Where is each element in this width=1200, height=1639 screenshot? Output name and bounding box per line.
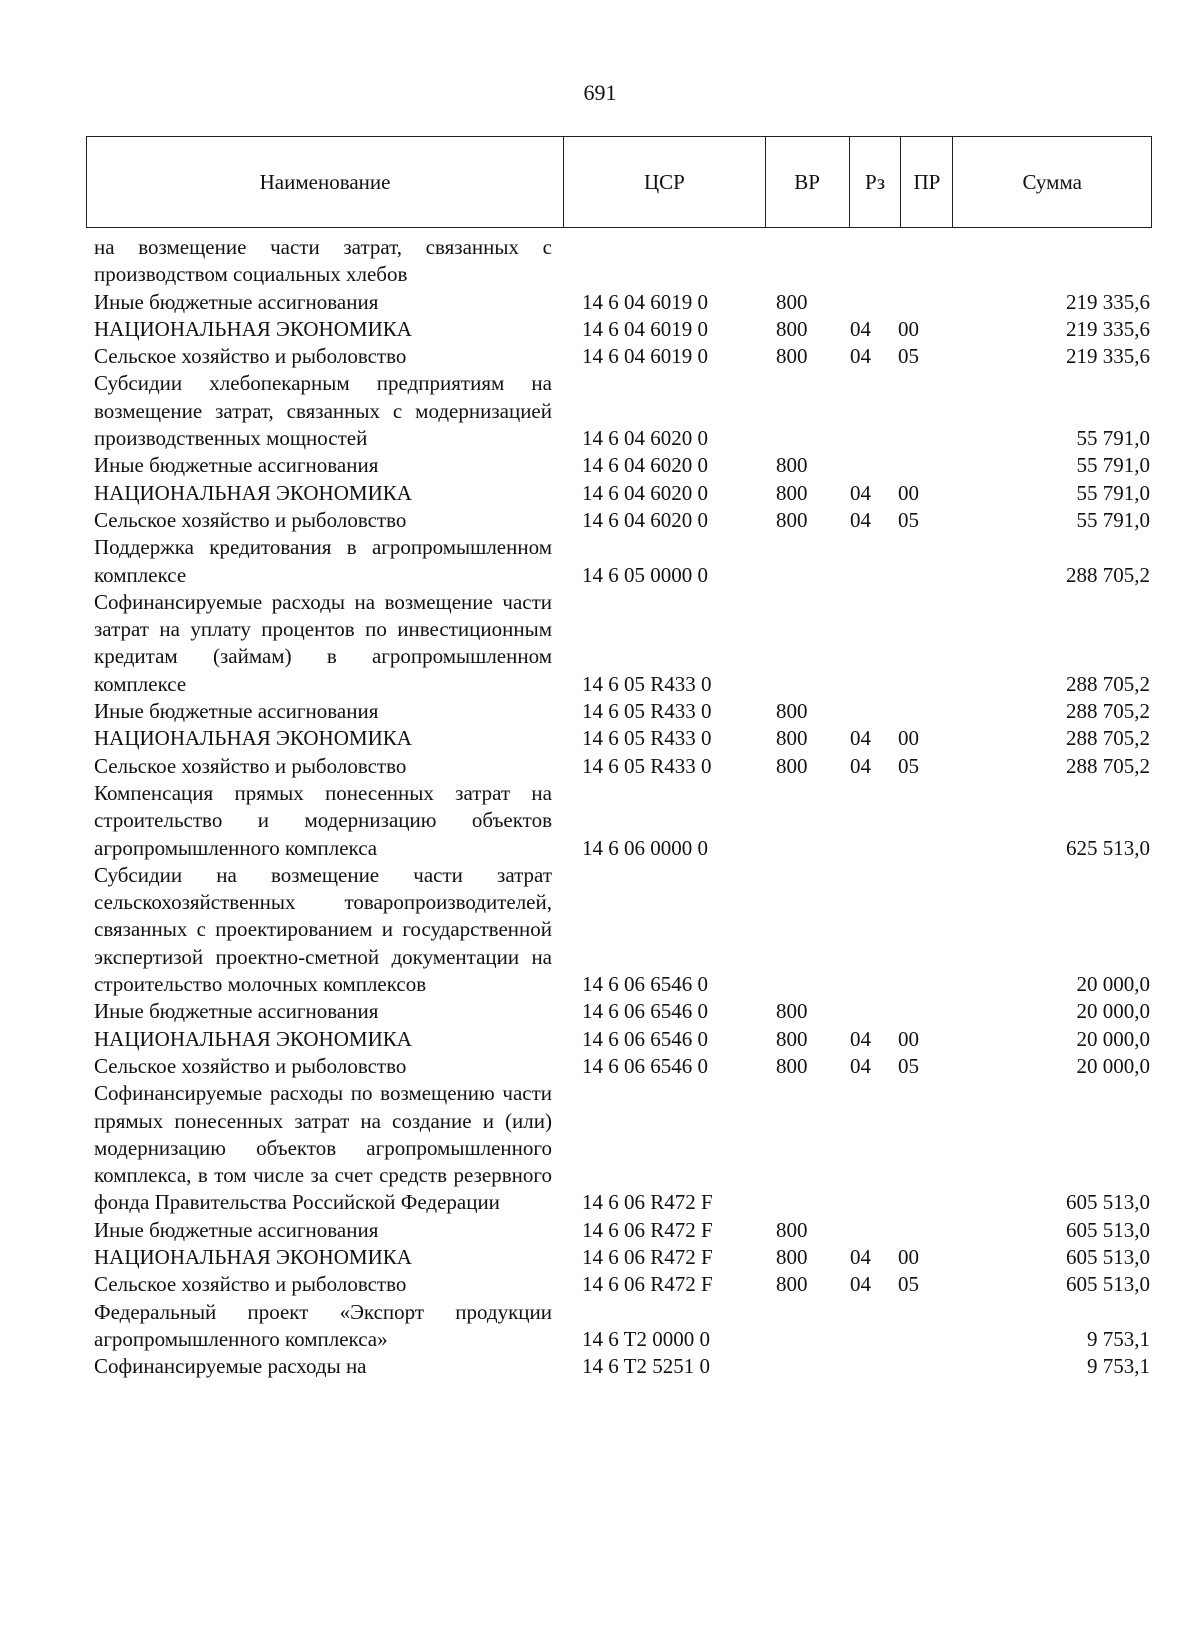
- table-row: [94, 1271, 1150, 1298]
- row-name: Иные бюджетные ассигнования: [94, 453, 379, 478]
- row-csr: 14 6 06 R472 F: [582, 1217, 713, 1242]
- row-pr: 05: [898, 1272, 919, 1297]
- table-row: [94, 234, 1150, 289]
- row-sum: 20 000,0: [1076, 999, 1150, 1024]
- row-csr: 14 6 05 R433 0: [582, 753, 712, 778]
- table-row: [94, 1299, 1150, 1354]
- row-sum: 605 513,0: [1066, 1190, 1150, 1215]
- row-csr: 14 6 05 R433 0: [582, 671, 712, 696]
- table-row: [94, 1244, 1150, 1271]
- row-pr: 05: [898, 753, 919, 778]
- row-vr: 800: [776, 344, 808, 369]
- row-rz: 04: [850, 507, 871, 532]
- table-row: [94, 998, 1150, 1025]
- row-csr: 14 6 04 6019 0: [582, 344, 708, 369]
- row-sum: 605 513,0: [1066, 1217, 1150, 1242]
- table-row: [94, 343, 1150, 370]
- row-name: Поддержка кредитования в агропромышленном комплексе: [94, 535, 552, 587]
- table-row: [94, 698, 1150, 725]
- row-name: НАЦИОНАЛЬНАЯ ЭКОНОМИКА: [94, 1026, 412, 1051]
- header-rz: Рз: [850, 137, 902, 227]
- table-header: [86, 136, 1152, 228]
- row-name: Иные бюджетные ассигнования: [94, 999, 379, 1024]
- row-sum: 20 000,0: [1076, 972, 1150, 997]
- row-sum: 288 705,2: [1066, 699, 1150, 724]
- row-sum: 219 335,6: [1066, 289, 1150, 314]
- header-pr: ПР: [901, 137, 953, 227]
- row-sum: 20 000,0: [1076, 1053, 1150, 1078]
- row-pr: 00: [898, 316, 919, 341]
- row-pr: 00: [898, 1026, 919, 1051]
- row-sum: 288 705,2: [1066, 726, 1150, 751]
- row-pr: 05: [898, 507, 919, 532]
- table-row: [94, 1026, 1150, 1053]
- row-csr: 14 6 06 6546 0: [582, 999, 708, 1024]
- row-csr: 14 6 04 6020 0: [582, 480, 708, 505]
- row-name: Сельское хозяйство и рыболовство: [94, 344, 407, 369]
- row-name: Сельское хозяйство и рыболовство: [94, 753, 407, 778]
- table-row: [94, 589, 1150, 698]
- row-name: Сельское хозяйство и рыболовство: [94, 1272, 407, 1297]
- row-name: Софинансируемые расходы на: [94, 1354, 367, 1379]
- row-vr: 800: [776, 1272, 808, 1297]
- table-row: [94, 725, 1150, 752]
- row-sum: 9 753,1: [1087, 1354, 1150, 1379]
- table-row: [94, 289, 1150, 316]
- row-vr: 800: [776, 289, 808, 314]
- row-csr: 14 6 06 R472 F: [582, 1272, 713, 1297]
- row-csr: 14 6 T2 5251 0: [582, 1354, 710, 1379]
- row-csr: 14 6 04 6020 0: [582, 507, 708, 532]
- row-sum: 9 753,1: [1087, 1326, 1150, 1351]
- header-vr: ВР: [766, 137, 850, 227]
- row-name: Сельское хозяйство и рыболовство: [94, 1053, 407, 1078]
- row-sum: 605 513,0: [1066, 1272, 1150, 1297]
- row-vr: 800: [776, 1217, 808, 1242]
- row-name: Софинансируемые расходы по возмещению части прямых понесенных затрат на создание и (или) модернизацию объектов агропромышленного комплекса, в том числе за счет средств резервного фонда Правительства Российской Федерации: [94, 1081, 552, 1215]
- row-name: на возмещение части затрат, связанных с производством социальных хлебов: [94, 235, 552, 287]
- row-rz: 04: [850, 726, 871, 751]
- table-row: [94, 316, 1150, 343]
- row-sum: 625 513,0: [1066, 835, 1150, 860]
- row-vr: 800: [776, 753, 808, 778]
- row-name: Компенсация прямых понесенных затрат на строительство и модернизацию объектов агропромышленного комплекса: [94, 780, 552, 860]
- row-vr: 800: [776, 316, 808, 341]
- row-csr: 14 6 05 R433 0: [582, 726, 712, 751]
- table-row: [94, 780, 1150, 862]
- header-sum: Сумма: [1022, 169, 1082, 194]
- row-name: Федеральный проект «Экспорт продукции агропромышленного комплекса»: [94, 1299, 552, 1351]
- row-vr: 800: [776, 1053, 808, 1078]
- table-row: [94, 452, 1150, 479]
- row-csr: 14 6 04 6019 0: [582, 289, 708, 314]
- table-row: [94, 1080, 1150, 1216]
- table-row: [94, 507, 1150, 534]
- row-name: НАЦИОНАЛЬНАЯ ЭКОНОМИКА: [94, 480, 412, 505]
- row-rz: 04: [850, 316, 871, 341]
- row-vr: 800: [776, 1244, 808, 1269]
- row-sum: 605 513,0: [1066, 1244, 1150, 1269]
- row-name: Иные бюджетные ассигнования: [94, 289, 379, 314]
- header-name: Наименование: [87, 137, 564, 227]
- row-rz: 04: [850, 480, 871, 505]
- row-name: НАЦИОНАЛЬНАЯ ЭКОНОМИКА: [94, 726, 412, 751]
- row-name: Субсидии на возмещение части затрат сельскохозяйственных товаропроизводителей, связанных с проектированием и государственной экспертизой проектно-сметной документации на строительство молочных комплексов: [94, 862, 552, 997]
- row-csr: 14 6 06 6546 0: [582, 972, 708, 997]
- row-name: Иные бюджетные ассигнования: [94, 699, 379, 724]
- row-sum: 20 000,0: [1076, 1026, 1150, 1051]
- row-rz: 04: [850, 753, 871, 778]
- row-name: НАЦИОНАЛЬНАЯ ЭКОНОМИКА: [94, 316, 412, 341]
- row-csr: 14 6 06 6546 0: [582, 1053, 708, 1078]
- row-rz: 04: [850, 1026, 871, 1051]
- row-csr: 14 6 T2 0000 0: [582, 1326, 710, 1351]
- table-row: [94, 753, 1150, 780]
- row-sum: 55 791,0: [1076, 426, 1150, 451]
- table-body: [94, 234, 1150, 1380]
- row-csr: 14 6 06 R472 F: [582, 1244, 713, 1269]
- row-sum: 288 705,2: [1066, 562, 1150, 587]
- table-row: [94, 1353, 1150, 1380]
- row-pr: 00: [898, 480, 919, 505]
- row-csr: 14 6 06 R472 F: [582, 1190, 713, 1215]
- row-name: Сельское хозяйство и рыболовство: [94, 507, 407, 532]
- row-pr: 00: [898, 1244, 919, 1269]
- row-csr: 14 6 05 0000 0: [582, 562, 708, 587]
- row-sum: 55 791,0: [1076, 480, 1150, 505]
- row-sum: 219 335,6: [1066, 344, 1150, 369]
- row-csr: 14 6 04 6020 0: [582, 453, 708, 478]
- row-csr: 14 6 05 R433 0: [582, 699, 712, 724]
- row-csr: 14 6 06 6546 0: [582, 1026, 708, 1051]
- row-csr: 14 6 06 0000 0: [582, 835, 708, 860]
- page-number: 691: [583, 80, 617, 105]
- row-name: Субсидии хлебопекарным предприятиям на возмещение затрат, связанных с модернизацией производственных мощностей: [94, 371, 552, 451]
- table-row: [94, 370, 1150, 452]
- row-csr: 14 6 04 6019 0: [582, 316, 708, 341]
- row-rz: 04: [850, 344, 871, 369]
- row-vr: 800: [776, 726, 808, 751]
- table-row: [94, 862, 1150, 998]
- row-pr: 05: [898, 344, 919, 369]
- row-sum: 55 791,0: [1076, 453, 1150, 478]
- row-vr: 800: [776, 507, 808, 532]
- table-row: [94, 1217, 1150, 1244]
- row-vr: 800: [776, 1026, 808, 1051]
- row-rz: 04: [850, 1053, 871, 1078]
- row-sum: 219 335,6: [1066, 316, 1150, 341]
- row-name: НАЦИОНАЛЬНАЯ ЭКОНОМИКА: [94, 1244, 412, 1269]
- row-name: Софинансируемые расходы на возмещение части затрат на уплату процентов по инвестиционным кредитам (займам) в агропромышленном комплексе: [94, 589, 552, 696]
- header-csr: ЦСР: [564, 137, 766, 227]
- row-csr: 14 6 04 6020 0: [582, 426, 708, 451]
- row-rz: 04: [850, 1244, 871, 1269]
- row-vr: 800: [776, 480, 808, 505]
- row-pr: 05: [898, 1053, 919, 1078]
- table-row: [94, 1053, 1150, 1080]
- row-sum: 288 705,2: [1066, 671, 1150, 696]
- row-vr: 800: [776, 453, 808, 478]
- row-vr: 800: [776, 999, 808, 1024]
- row-name: Иные бюджетные ассигнования: [94, 1217, 379, 1242]
- table-row: [94, 534, 1150, 589]
- row-sum: 55 791,0: [1076, 507, 1150, 532]
- row-sum: 288 705,2: [1066, 753, 1150, 778]
- row-vr: 800: [776, 699, 808, 724]
- table-row: [94, 480, 1150, 507]
- row-rz: 04: [850, 1272, 871, 1297]
- row-pr: 00: [898, 726, 919, 751]
